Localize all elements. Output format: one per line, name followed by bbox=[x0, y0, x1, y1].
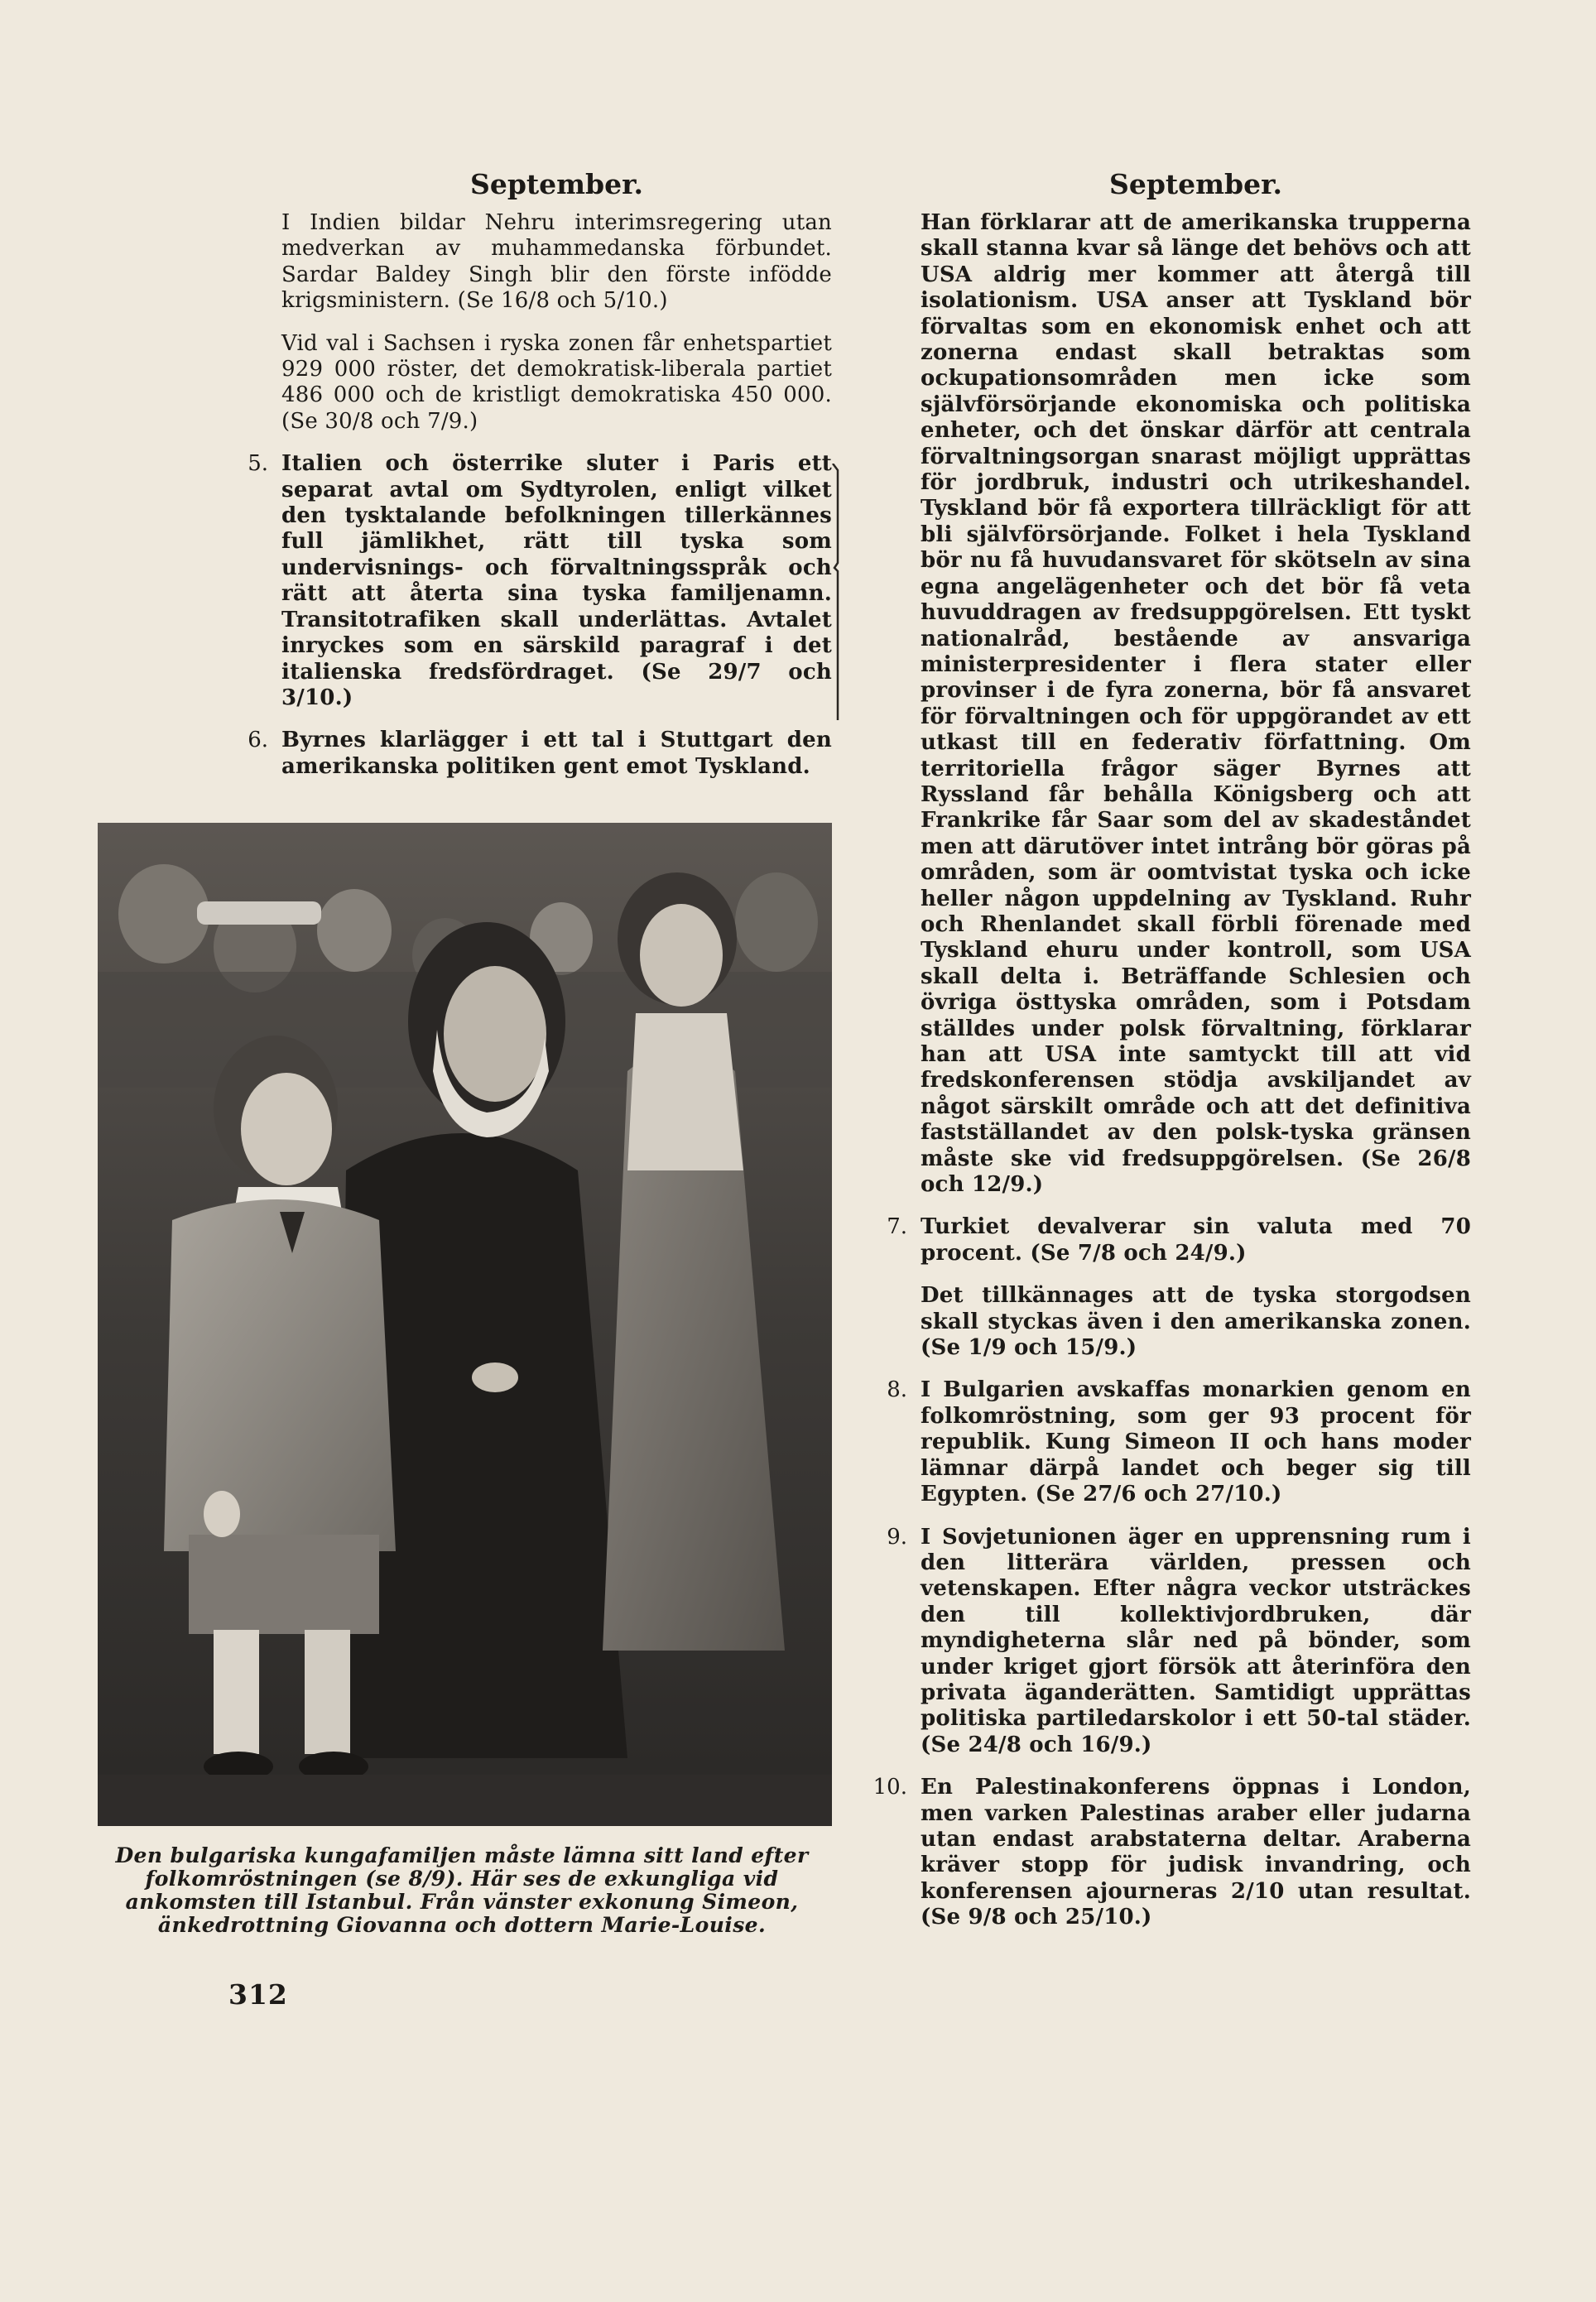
entry-continued-right bbox=[921, 210, 1471, 1198]
entry-day-8 bbox=[887, 1377, 1471, 1507]
page-number: 312 bbox=[228, 1978, 288, 2011]
entry-day-10 bbox=[873, 1775, 1471, 1930]
entry-paragraph: Italien och österrike sluter i Paris ett separat avtal om Sydtyrolen, enligt vilket den tysktalande befolkningen tillerkännes full jämlikhet, rätt till tyska som undervisnings- och förvaltningsspråk och rätt att återta sina tyska familjenamn. Transitotrafiken skall underlättas. Avtalet inryckes som en särskild paragraf i det italienska fredsfördraget. (Se 29/7 och 3/10.) bbox=[281, 451, 832, 710]
entry-day-5 bbox=[248, 451, 832, 711]
entry-paragraph: Han förklarar att de amerikanska trupperna skall stanna kvar så länge det behövs och att USA aldrig mer kommer att återgå till isolationism. USA anser att Tyskland bör förvaltas som en ekonomisk enhet och att zonerna endast skall betraktas som ockupationsområden men icke som självförsörjande ekonomiska och politiska enheter, och det önskar därför att centrala förvaltningsorgan snarast möjligt upprättas för jordbruk, industri och utrikeshandel. Tyskland bör få exportera tillräckligt för att bli självförsörjande. Folket i hela Tyskland bör nu få huvudansvaret för skötseln av sina egna angelägenheter och det bör få veta huvuddragen av fredsuppgörelsen. Ett tyskt nationalråd, bestående av ansvariga ministerpresidenter i flera stater eller provinser i de fyra zonerna, bör få ansvaret för förvaltningen och för uppgörandet av ett utkast till en federativ författning. Om territoriella frågor säger Byrnes att Ryssland får behålla Königsberg och att Frankrike får Saar som del av skadeståndet men att därutöver intet intrång bör göras på områden, som är oomtvistat tyska och icke heller någon uppdelning av Tyskland. Ruhr och Rhenlandet skall förbli förenade med Tyskland ehuru under kontroll, som USA skall delta i. Beträffande Schlesien och övriga östtyska områden, som i Potsdam ställdes under polsk förvaltning, förklarar han att USA inte samtyckt till att vid fredskonferensen stödja avskiljandet av något särskilt område och att det definitiva fastställandet av den polsk-tyska gränsen måste ske vid fredsuppgörelsen. (Se 26/8 och 12/9.) bbox=[921, 210, 1471, 1198]
left-column bbox=[248, 166, 832, 796]
entry-day-6 bbox=[248, 728, 832, 780]
day-number: 5. bbox=[248, 451, 268, 477]
photo-caption: Den bulgariska kungafamiljen måste lämna sitt land efter folkomröstningen (se 8/9). Här ses de exkungliga vid ankomsten till Istanbul. Från vänster exkonung Simeon, änkedrottning Giovanna och dottern Marie-Louise. bbox=[115, 1843, 809, 1937]
entry-paragraph: I Sovjetunionen äger en upprensning rum i den litterära världen, pressen och vetenskapen. Efter några veckor utsträckes den till kollektivjordbruken, där myndigheterna slår ned på bönder, som under kriget gjort försök att återinföra den privata äganderätten. Samtidigt upprättas politiska partiledarskolor i ett 50-tal städer. (Se 24/8 och 16/9.) bbox=[921, 1524, 1471, 1757]
entry-intro-left bbox=[281, 210, 832, 435]
entry-paragraph: I Indien bildar Nehru interimsregering utan medverkan av muhammedanska förbundet. Sardar Baldey Singh blir den förste infödde krigsministern. (Se 16/8 och 5/10.) bbox=[281, 210, 832, 314]
entry-day-7 bbox=[887, 1214, 1471, 1361]
entry-day-9 bbox=[887, 1524, 1471, 1759]
entry-paragraph: I Bulgarien avskaffas monarkien genom en folkomröstning, som ger 93 procent för republik. Kung Simeon II och hans moder lämnar därpå landet och beger sig till Egypten. (Se 27/6 och 27/10.) bbox=[921, 1377, 1471, 1507]
entry-paragraph: Turkiet devalverar sin valuta med 70 procent. (Se 7/8 och 24/9.) bbox=[921, 1214, 1471, 1266]
day-number: 7. bbox=[887, 1214, 907, 1240]
day-number: 10. bbox=[873, 1775, 907, 1800]
entry-paragraph: En Palestinakonferens öppnas i London, men varken Palestinas araber eller judarna utan endast arabstaterna deltar. Araberna kräver stopp för judisk invandring, och konferensen ajourneras 2/10 utan resultat. (Se 9/8 och 25/10.) bbox=[921, 1775, 1471, 1930]
entry-paragraph: Byrnes klarlägger i ett tal i Stuttgart den amerikanska politiken gent emot Tyskland. bbox=[281, 728, 832, 779]
right-month-heading: September. bbox=[1109, 168, 1282, 200]
day-number: 9. bbox=[887, 1524, 907, 1550]
left-month-heading: September. bbox=[470, 168, 643, 200]
day-number: 8. bbox=[887, 1377, 907, 1403]
entry-paragraph: Vid val i Sachsen i ryska zonen får enhetspartiet 929 000 röster, det demokratisk-liberala partiet 486 000 och de kristligt demokratiska 450 000. (Se 30/8 och 7/9.) bbox=[281, 330, 832, 434]
day-number: 6. bbox=[248, 728, 268, 753]
royal-family-photo bbox=[98, 823, 832, 1826]
margin-bracket-mark bbox=[829, 464, 841, 728]
right-column bbox=[873, 166, 1471, 1948]
entry-paragraph: Det tillkännages att de tyska storgodsen skall styckas även i den amerikanska zonen. (Se 1/9 och 15/9.) bbox=[921, 1283, 1471, 1361]
